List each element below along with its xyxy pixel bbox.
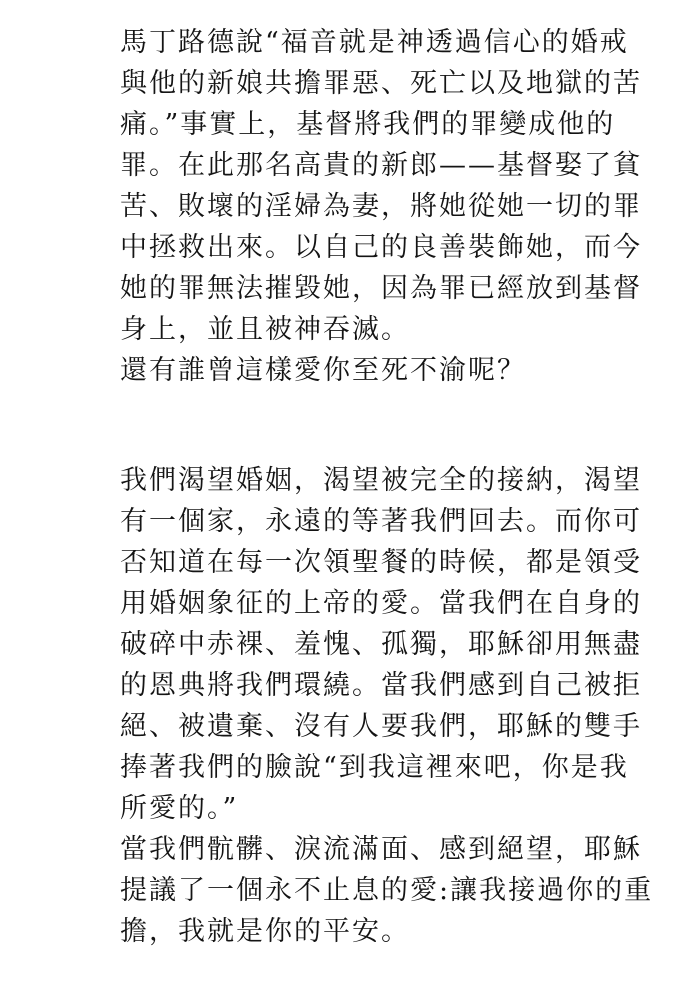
paragraph-2	[120, 460, 660, 952]
text-line: 與他的新娘共擔罪惡、死亡以及地獄的苦	[120, 68, 642, 99]
text-line: 所愛的。”	[120, 793, 239, 824]
paragraph-1	[120, 22, 660, 391]
text-line: 罪。在此那名高貴的新郎——基督娶了貧	[120, 150, 642, 181]
text-line: 身上，並且被神吞滅。	[120, 314, 410, 345]
text-line: 捧著我們的臉說“到我這裡來吧，你是我	[120, 752, 629, 783]
text-line: 否知道在每一次領聖餐的時候，都是領受	[120, 547, 642, 578]
text-line: 她的罪無法摧毀她，因為罪已經放到基督	[120, 273, 642, 304]
text-line: 馬丁路德說“福音就是神透過信心的婚戒	[120, 27, 629, 58]
text-line: 我們渴望婚姻，渴望被完全的接納，渴望	[120, 465, 642, 496]
text-line: 苦、敗壞的淫婦為妻，將她從她一切的罪	[120, 191, 642, 222]
text-line: 有一個家，永遠的等著我們回去。而你可	[120, 506, 642, 537]
text-line: 的恩典將我們環繞。當我們感到自己被拒	[120, 670, 642, 701]
text-line: 當我們骯髒、淚流滿面、感到絕望，耶穌	[120, 834, 642, 865]
text-line: 破碎中赤裸、羞愧、孤獨，耶穌卻用無盡	[120, 629, 642, 660]
text-line: 絕、被遺棄、沒有人要我們，耶穌的雙手	[120, 711, 642, 742]
text-line: 提議了一個永不止息的愛:讓我接過你的重	[120, 875, 654, 906]
text-line: 擔，我就是你的平安。	[120, 916, 410, 947]
text-line: 還有誰曾這樣愛你至死不渝呢？	[120, 355, 526, 386]
text-line: 痛。”事實上，基督將我們的罪變成他的	[120, 109, 616, 140]
text-line: 用婚姻象征的上帝的愛。當我們在自身的	[120, 588, 642, 619]
text-line: 中拯救出來。以自己的良善裝飾她，而今	[120, 232, 642, 263]
